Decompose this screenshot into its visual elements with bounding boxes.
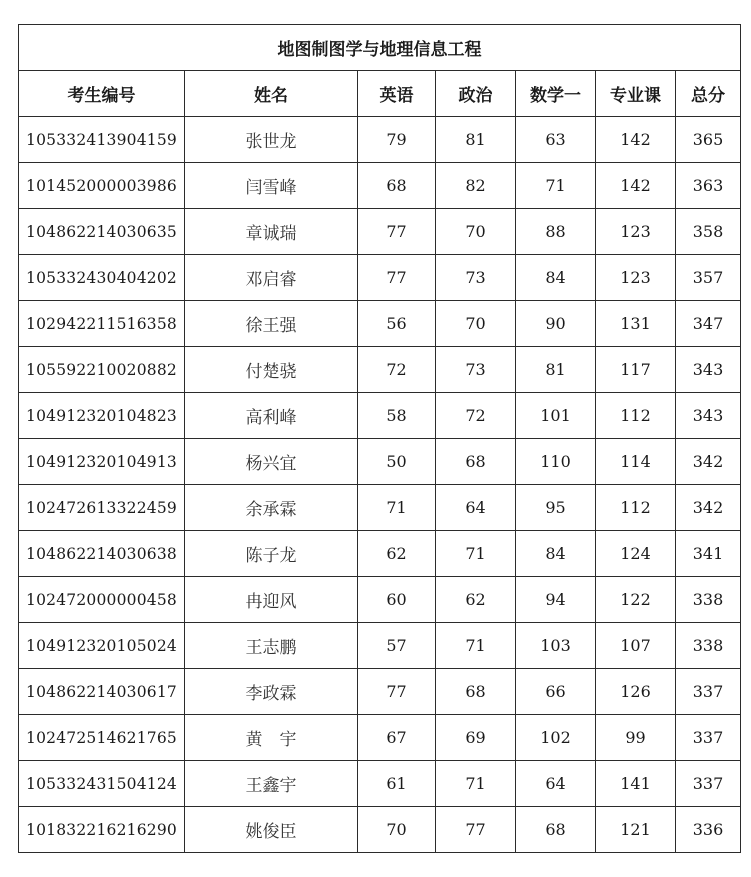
name-cell: 冉迎风 (185, 577, 358, 623)
politics-cell: 70 (436, 301, 516, 347)
candidate-id-cell: 104862214030638 (19, 531, 185, 577)
total-cell: 343 (676, 347, 741, 393)
major-course-cell: 112 (596, 393, 676, 439)
header-math: 数学一 (516, 71, 596, 117)
math-cell: 84 (516, 531, 596, 577)
politics-cell: 72 (436, 393, 516, 439)
name-cell: 陈子龙 (185, 531, 358, 577)
english-cell: 77 (358, 669, 436, 715)
politics-cell: 68 (436, 439, 516, 485)
candidate-id-cell: 105332413904159 (19, 117, 185, 163)
table-body (19, 117, 741, 853)
total-cell: 342 (676, 439, 741, 485)
candidate-id-cell: 104862214030617 (19, 669, 185, 715)
candidate-id-cell: 104912320104913 (19, 439, 185, 485)
name-cell: 张世龙 (185, 117, 358, 163)
math-cell: 110 (516, 439, 596, 485)
table-row (19, 761, 741, 807)
header-row (19, 71, 741, 117)
math-cell: 84 (516, 255, 596, 301)
politics-cell: 70 (436, 209, 516, 255)
politics-cell: 71 (436, 623, 516, 669)
major-course-cell: 123 (596, 255, 676, 301)
major-course-cell: 117 (596, 347, 676, 393)
header-politics: 政治 (436, 71, 516, 117)
candidate-id-cell: 105332430404202 (19, 255, 185, 301)
politics-cell: 68 (436, 669, 516, 715)
math-cell: 63 (516, 117, 596, 163)
total-cell: 338 (676, 623, 741, 669)
english-cell: 56 (358, 301, 436, 347)
name-cell: 王志鹏 (185, 623, 358, 669)
candidate-id-cell: 102472613322459 (19, 485, 185, 531)
table-row (19, 209, 741, 255)
english-cell: 77 (358, 209, 436, 255)
score-table (18, 24, 741, 853)
name-cell: 余承霖 (185, 485, 358, 531)
title-row (19, 25, 741, 71)
math-cell: 95 (516, 485, 596, 531)
english-cell: 58 (358, 393, 436, 439)
major-course-cell: 114 (596, 439, 676, 485)
math-cell: 88 (516, 209, 596, 255)
total-cell: 347 (676, 301, 741, 347)
major-course-cell: 131 (596, 301, 676, 347)
english-cell: 67 (358, 715, 436, 761)
candidate-id-cell: 104862214030635 (19, 209, 185, 255)
total-cell: 337 (676, 715, 741, 761)
math-cell: 94 (516, 577, 596, 623)
name-cell: 姚俊臣 (185, 807, 358, 853)
politics-cell: 69 (436, 715, 516, 761)
candidate-id-cell: 101452000003986 (19, 163, 185, 209)
name-cell: 闫雪峰 (185, 163, 358, 209)
politics-cell: 62 (436, 577, 516, 623)
score-table-container (18, 24, 740, 853)
major-course-cell: 122 (596, 577, 676, 623)
table-row (19, 715, 741, 761)
candidate-id-cell: 101832216216290 (19, 807, 185, 853)
english-cell: 57 (358, 623, 436, 669)
total-cell: 343 (676, 393, 741, 439)
table-row (19, 347, 741, 393)
total-cell: 358 (676, 209, 741, 255)
table-row (19, 485, 741, 531)
total-cell: 338 (676, 577, 741, 623)
candidate-id-cell: 104912320105024 (19, 623, 185, 669)
major-course-cell: 112 (596, 485, 676, 531)
total-cell: 337 (676, 761, 741, 807)
english-cell: 50 (358, 439, 436, 485)
name-cell: 黄 宇 (185, 715, 358, 761)
table-row (19, 301, 741, 347)
table-row (19, 255, 741, 301)
candidate-id-cell: 105592210020882 (19, 347, 185, 393)
candidate-id-cell: 102472514621765 (19, 715, 185, 761)
math-cell: 102 (516, 715, 596, 761)
math-cell: 71 (516, 163, 596, 209)
math-cell: 64 (516, 761, 596, 807)
major-course-cell: 121 (596, 807, 676, 853)
english-cell: 72 (358, 347, 436, 393)
politics-cell: 73 (436, 347, 516, 393)
major-course-cell: 142 (596, 117, 676, 163)
candidate-id-cell: 102942211516358 (19, 301, 185, 347)
name-cell: 高利峰 (185, 393, 358, 439)
name-cell: 王鑫宇 (185, 761, 358, 807)
table-row (19, 669, 741, 715)
total-cell: 337 (676, 669, 741, 715)
total-cell: 341 (676, 531, 741, 577)
header-candidate-id: 考生编号 (19, 71, 185, 117)
english-cell: 62 (358, 531, 436, 577)
header-name: 姓名 (185, 71, 358, 117)
total-cell: 342 (676, 485, 741, 531)
math-cell: 103 (516, 623, 596, 669)
total-cell: 357 (676, 255, 741, 301)
name-cell: 邓启睿 (185, 255, 358, 301)
math-cell: 68 (516, 807, 596, 853)
candidate-id-cell: 102472000000458 (19, 577, 185, 623)
major-course-cell: 123 (596, 209, 676, 255)
english-cell: 71 (358, 485, 436, 531)
major-course-cell: 142 (596, 163, 676, 209)
total-cell: 336 (676, 807, 741, 853)
math-cell: 90 (516, 301, 596, 347)
table-row (19, 117, 741, 163)
major-course-cell: 126 (596, 669, 676, 715)
candidate-id-cell: 105332431504124 (19, 761, 185, 807)
english-cell: 77 (358, 255, 436, 301)
english-cell: 68 (358, 163, 436, 209)
english-cell: 60 (358, 577, 436, 623)
english-cell: 61 (358, 761, 436, 807)
english-cell: 79 (358, 117, 436, 163)
math-cell: 81 (516, 347, 596, 393)
politics-cell: 77 (436, 807, 516, 853)
header-english: 英语 (358, 71, 436, 117)
major-course-cell: 99 (596, 715, 676, 761)
candidate-id-cell: 104912320104823 (19, 393, 185, 439)
english-cell: 70 (358, 807, 436, 853)
table-row (19, 577, 741, 623)
name-cell: 徐王强 (185, 301, 358, 347)
header-major-course: 专业课 (596, 71, 676, 117)
table-row (19, 163, 741, 209)
table-row (19, 623, 741, 669)
table-title: 地图制图学与地理信息工程 (19, 25, 741, 71)
politics-cell: 64 (436, 485, 516, 531)
table-row (19, 807, 741, 853)
politics-cell: 73 (436, 255, 516, 301)
name-cell: 付楚骁 (185, 347, 358, 393)
header-total: 总分 (676, 71, 741, 117)
math-cell: 66 (516, 669, 596, 715)
major-course-cell: 107 (596, 623, 676, 669)
major-course-cell: 124 (596, 531, 676, 577)
name-cell: 章诚瑞 (185, 209, 358, 255)
politics-cell: 81 (436, 117, 516, 163)
total-cell: 365 (676, 117, 741, 163)
politics-cell: 82 (436, 163, 516, 209)
politics-cell: 71 (436, 761, 516, 807)
major-course-cell: 141 (596, 761, 676, 807)
table-row (19, 439, 741, 485)
total-cell: 363 (676, 163, 741, 209)
table-row (19, 531, 741, 577)
table-row (19, 393, 741, 439)
politics-cell: 71 (436, 531, 516, 577)
math-cell: 101 (516, 393, 596, 439)
name-cell: 李政霖 (185, 669, 358, 715)
name-cell: 杨兴宜 (185, 439, 358, 485)
